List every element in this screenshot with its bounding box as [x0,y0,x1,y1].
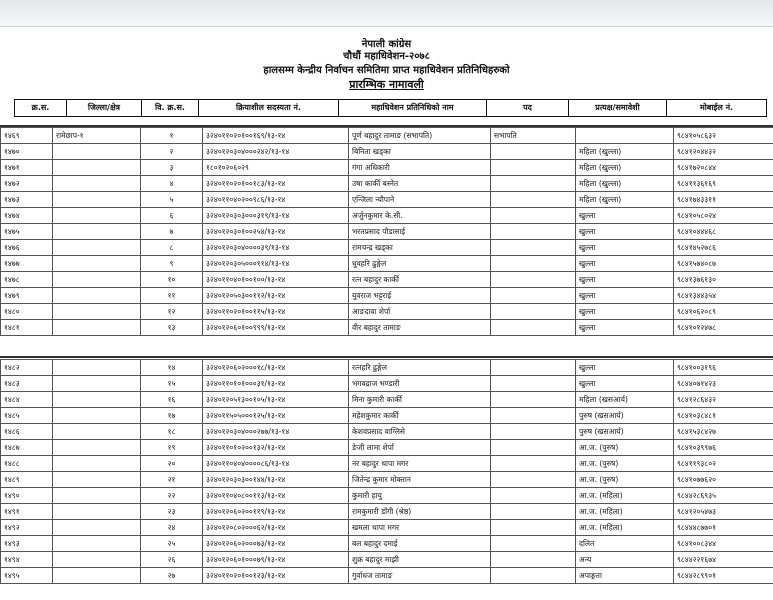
table-row [1,320,773,336]
mobile-cell: ९८४११३६१६९ [674,176,773,192]
serial-cell: १४८३ [1,376,53,392]
serial-cell: १४८० [1,304,53,320]
mobile-cell: ९८४४०७१४२३ [674,376,773,392]
district-cell [53,536,141,552]
member-no-cell: ३२४०१२०६०२०००१८/१३-१४ [203,360,349,376]
name-cell: अर्जुनकुमार के.सी. [349,208,491,224]
unit-serial-cell: १४ [141,360,203,376]
post-cell [491,456,576,472]
mobile-cell: ९८४१५७४०८७ [674,256,773,272]
name-cell: भरतप्रसाद पौडासाई [349,224,491,240]
col-post: पद [487,100,569,117]
serial-cell: १४७६ [1,240,53,256]
mobile-cell: ९८४१३४४३५४ [674,288,773,304]
type-cell: पुरुष (खसआर्य) [576,408,674,424]
district-cell [53,504,141,520]
post-cell [491,408,576,424]
table-row [1,392,773,408]
district-cell [53,224,141,240]
col-name: महाधिवेशन प्रतिनिधिको नाम [339,100,487,117]
type-cell: पुरुष (खसआर्य) [576,424,674,440]
name-cell: रामचन्द्र खड्का [349,240,491,256]
unit-serial-cell: २१ [141,472,203,488]
serial-cell: १४९५ [1,568,53,584]
district-cell [53,160,141,176]
mobile-cell: ९८४१२०५४७३ [674,504,773,520]
type-cell: अन्य [576,552,674,568]
post-cell [491,304,576,320]
unit-serial-cell: २७ [141,568,203,584]
serial-cell: १४७१ [1,160,53,176]
unit-serial-cell: ७ [141,224,203,240]
member-no-cell: ३२४०११०४०१००१००/१३-१४ [203,272,349,288]
member-no-cell: ३२४०११०४०८००११३/१३-१४ [203,488,349,504]
post-cell [491,208,576,224]
type-cell: अपाङ्गता [576,568,674,584]
member-no-cell: ३२४०११०२०१००१८३/१३-१४ [203,176,349,192]
table-row [1,192,773,208]
name-cell: वीर बहादुर तामाङ [349,320,491,336]
district-cell [53,320,141,336]
post-cell [491,288,576,304]
post-cell [491,488,576,504]
serial-cell: १४७७ [1,256,53,272]
table-row [1,128,773,144]
district-cell [53,256,141,272]
type-cell: आ.ज. (पुरुष) [576,440,674,456]
member-no-cell: ३२४०१२०३०३००१४४/१३-१४ [203,472,349,488]
name-cell: नर बहादुर थापा मगर [349,456,491,472]
serial-cell: १४८९ [1,472,53,488]
member-no-cell: ३२४०११०२०१००१६९/१३-१४ [203,128,349,144]
type-cell: खुल्ला [576,376,674,392]
unit-serial-cell: १६ [141,392,203,408]
district-cell [53,408,141,424]
mobile-cell: ९८४१७४३३११ [674,192,773,208]
district-cell [53,456,141,472]
member-no-cell: ३२४०१२०८०२०००६२/१३-१४ [203,520,349,536]
mobile-cell: ९८४४२८९९०१ [674,568,773,584]
serial-cell: १४९४ [1,552,53,568]
member-no-cell: ३२४०१२०६०१००९९९/१३-१४ [203,320,349,336]
party-name: नेपाली कांग्रेस [361,39,412,50]
serial-cell: १४७९ [1,288,53,304]
mobile-cell: ९८४१०३९९७६ [674,440,773,456]
member-no-cell: ३२४०११०१०२००१३२/१३-१४ [203,440,349,456]
name-cell: पूर्ण बहादुर तामाङ (सभापति) [349,128,491,144]
unit-serial-cell: ३ [141,160,203,176]
type-cell: खुल्ला [576,304,674,320]
member-no-cell: ३२४०११५०५०००१२५/१३-१४ [203,408,349,424]
serial-cell: १४९१ [1,504,53,520]
table-row [1,304,773,320]
post-cell [491,472,576,488]
name-cell: रत्न बहादुर कार्की [349,272,491,288]
name-cell: बिनिता खड्का [349,144,491,160]
district-cell [53,304,141,320]
district-cell [53,176,141,192]
post-cell [491,520,576,536]
unit-serial-cell: १३ [141,320,203,336]
member-no-cell: ३२४०११०४०२००९८६/१३-१४ [203,192,349,208]
type-cell: महिला (खसआर्य) [576,392,674,408]
type-cell: खुल्ला [576,208,674,224]
unit-serial-cell: ११ [141,288,203,304]
name-cell: भगवद्राज भण्डारी [349,376,491,392]
name-cell: गुर्वाधज तामाङ [349,568,491,584]
serial-cell: १४८८ [1,456,53,472]
district-cell [53,440,141,456]
table-row [1,360,773,376]
block-separator [0,356,773,358]
post-cell [491,240,576,256]
table-row [1,160,773,176]
serial-cell: १४७० [1,144,53,160]
mobile-cell: ९८४११९३८०२ [674,456,773,472]
table-row [1,536,773,552]
col-serial: क्र.स. [15,100,67,117]
district-cell [53,568,141,584]
type-cell: महिला (खुल्ला) [576,160,674,176]
post-cell [491,256,576,272]
serial-cell: १४७२ [1,176,53,192]
table-row [1,240,773,256]
type-cell: आ.ज. (पुरुष) [576,472,674,488]
table-row [1,288,773,304]
name-cell: रत्नहरि ढुङ्गेल [349,360,491,376]
serial-cell: १४७५ [1,224,53,240]
member-no-cell: ३२४०१२०३०४०००२४२/१३-१४ [203,144,349,160]
type-cell: महिला (खुल्ला) [576,176,674,192]
table-row [1,552,773,568]
unit-serial-cell: २६ [141,552,203,568]
type-cell: महिला (खुल्ला) [576,144,674,160]
serial-cell: १४८४ [1,392,53,408]
unit-serial-cell: २३ [141,504,203,520]
post-cell [491,504,576,520]
serial-cell: १४८७ [1,440,53,456]
member-no-cell: ३२४०१२०३०५०००११४/१३-१४ [203,256,349,272]
col-type: प्रत्यक्ष/समावेशी [569,100,667,117]
table-row [1,440,773,456]
list-title: प्रारम्भिक नामावली [349,78,424,91]
member-no-cell: ३२४०१२०३०१००२५४/१३-१४ [203,224,349,240]
serial-cell: १४८१ [1,320,53,336]
member-no-cell: ३२४०१२०६०१०००७९/१३-१४ [203,552,349,568]
type-cell: खुल्ला [576,224,674,240]
unit-serial-cell: ९ [141,256,203,272]
mobile-cell: ९८४१०३८४८१ [674,408,773,424]
post-cell [491,192,576,208]
mobile-cell: ९८४१४५२७८६ [674,240,773,256]
district-cell [53,552,141,568]
post-cell [491,160,576,176]
post-cell [491,568,576,584]
mobile-cell: ९८४१२०४४३२ [674,144,773,160]
type-cell: आ.ज. (पुरुष) [576,456,674,472]
col-member-no: क्रियाशील सदस्यता नं. [199,100,339,117]
header-row [15,100,767,117]
district-cell [53,272,141,288]
district-cell [53,192,141,208]
table-row [1,424,773,440]
col-district: जिल्ला/क्षेत्र [67,100,142,117]
table-row [1,224,773,240]
unit-serial-cell: २ [141,144,203,160]
unit-serial-cell: २४ [141,520,203,536]
representatives-table-1 [0,127,773,336]
table-row [1,456,773,472]
member-no-cell: ३२४०११०४०४००००८६/१३-१४ [203,456,349,472]
mobile-cell: ९८४१००३१९६ [674,360,773,376]
name-cell: रामकुमारी डाँगी (श्रेष्ठ) [349,504,491,520]
col-unit-serial: वि. क्र.स. [142,100,199,117]
district-cell [53,520,141,536]
district-cell [53,360,141,376]
district-cell [53,288,141,304]
mobile-cell: ९८४१०१२४७८ [674,320,773,336]
mobile-cell: ९८४४२२१६७४ [674,552,773,568]
post-cell [491,360,576,376]
member-no-cell: ३२४०१२०६०२००११९/१३-१४ [203,504,349,520]
table-row [1,376,773,392]
mobile-cell: ९८४१०६२०८९ [674,304,773,320]
district-cell [53,208,141,224]
mobile-cell: ९८४१००८३४४ [674,536,773,552]
district-cell [53,472,141,488]
document-subtitle: हालसम्म केन्द्रीय निर्वाचन समितिमा प्राप्त महाधिवेशन प्रतिनिधिहरुको [263,65,510,76]
member-no-cell: ३२४०१२०५०३००११२/१३-१४ [203,288,349,304]
mobile-cell: ९८४१७२०८४४ [674,160,773,176]
table-row [1,408,773,424]
mobile-cell: ९८४१२८६४३२ [674,392,773,408]
mobile-cell: ९८४१३७६१३० [674,272,773,288]
type-cell: खुल्ला [576,256,674,272]
post-cell [491,320,576,336]
type-cell: महिला (खुल्ला) [576,192,674,208]
table-row [1,272,773,288]
table-row [1,144,773,160]
table-row [1,176,773,192]
mobile-cell: ९८४१०४४४६८ [674,224,773,240]
member-no-cell: ३२४०११०२०१००११५/१३-१४ [203,304,349,320]
mobile-cell: ९८४१०७७६२० [674,472,773,488]
unit-serial-cell: ५ [141,192,203,208]
post-cell [491,392,576,408]
name-cell: खमला थापा मगर [349,520,491,536]
unit-serial-cell: ६ [141,208,203,224]
unit-serial-cell: १८ [141,424,203,440]
name-cell: उषा कार्की बस्नेत [349,176,491,192]
table-row [1,520,773,536]
name-cell: गंगा अधिकारी [349,160,491,176]
name-cell: बल बहादुर दमाई [349,536,491,552]
post-cell: सभापति [491,128,576,144]
name-cell: शुक्र बहादुर माझी [349,552,491,568]
post-cell [491,144,576,160]
mobile-cell: ९८४१०५८०२४ [674,208,773,224]
column-header-table [14,99,767,117]
table-row [1,472,773,488]
post-cell [491,376,576,392]
post-cell [491,224,576,240]
type-cell: आ.ज. (महिला) [576,520,674,536]
name-cell: ङेजी लामा शेर्पा [349,440,491,456]
member-no-cell: ३२४०११०२०१००१२३/१३-१४ [203,568,349,584]
type-cell: आ.ज. (महिला) [576,488,674,504]
serial-cell: १४८५ [1,408,53,424]
table-row [1,504,773,520]
serial-cell: १४९२ [1,520,53,536]
unit-serial-cell: १५ [141,376,203,392]
mobile-cell: ९८४४४८७७०१ [674,520,773,536]
serial-cell: १४७८ [1,272,53,288]
name-cell: एन्जिला न्यौपाने [349,192,491,208]
name-cell: महेशकुमार कार्की [349,408,491,424]
post-cell [491,552,576,568]
col-mobile: मोबाईल नं. [667,100,767,117]
member-no-cell: ३२४०१२०३०४०००२७७/१३-१४ [203,424,349,440]
table-row [1,488,773,504]
mobile-cell: ९८४१०५८६३२ [674,128,773,144]
member-no-cell: ३२४०११०१०१०००३१/१३-१४ [203,376,349,392]
serial-cell: १४९३ [1,536,53,552]
unit-serial-cell: ४ [141,176,203,192]
district-cell [53,488,141,504]
member-no-cell: १८०१०२०६०२९ [203,160,349,176]
type-cell: आ.ज. (महिला) [576,504,674,520]
district-cell [53,376,141,392]
serial-cell: १४९० [1,488,53,504]
post-cell [491,176,576,192]
unit-serial-cell: १० [141,272,203,288]
mobile-cell: ९८४४२८६९३५ [674,488,773,504]
district-cell [53,144,141,160]
post-cell [491,272,576,288]
unit-serial-cell: २० [141,456,203,472]
type-cell [576,128,674,144]
table-row [1,256,773,272]
unit-serial-cell: ८ [141,240,203,256]
post-cell [491,536,576,552]
member-no-cell: ३२४०१२०६०२०००७३/१३-१४ [203,536,349,552]
type-cell: खुल्ला [576,240,674,256]
district-cell [53,424,141,440]
member-no-cell: ३२४०१२०५१३००१०५/१३-१४ [203,392,349,408]
mobile-cell: ९८४१५३८४२७ [674,424,773,440]
type-cell: खुल्ला [576,288,674,304]
serial-cell: १४८२ [1,360,53,376]
type-cell: खुल्ला [576,320,674,336]
district-cell [53,392,141,408]
name-cell: कुमारी हायु [349,488,491,504]
name-cell: जितेन्द्र कुमार मोक्तान [349,472,491,488]
name-cell: केशवप्रसाद वाग्लिसे [349,424,491,440]
convention-title: चौधौं महाधिवेशन-२०७८ [343,51,430,62]
post-cell [491,440,576,456]
member-no-cell: ३२४०१२०३०४००००३९/१३-१४ [203,240,349,256]
district-cell: रामेछाप-१ [53,128,141,144]
serial-cell: १४८६ [1,424,53,440]
table-row [1,208,773,224]
unit-serial-cell: १७ [141,408,203,424]
name-cell: धुवहरि ढुङ्गेल [349,256,491,272]
serial-cell: १४७३ [1,192,53,208]
name-cell: मिना कुमारी कार्की [349,392,491,408]
type-cell: खुल्ला [576,360,674,376]
unit-serial-cell: २५ [141,536,203,552]
unit-serial-cell: १ [141,128,203,144]
table-row [1,568,773,584]
serial-cell: १४७४ [1,208,53,224]
member-no-cell: ३२४०१२०३०३०००३१९/१३-१४ [203,208,349,224]
name-cell: आङदावा शेर्पा [349,304,491,320]
post-cell [491,424,576,440]
unit-serial-cell: १९ [141,440,203,456]
type-cell: दलित [576,536,674,552]
name-cell: युवराज भट्टराई [349,288,491,304]
unit-serial-cell: १२ [141,304,203,320]
serial-cell: १४६९ [1,128,53,144]
unit-serial-cell: २२ [141,488,203,504]
type-cell: खुल्ला [576,272,674,288]
district-cell [53,240,141,256]
representatives-table-2 [0,359,773,584]
